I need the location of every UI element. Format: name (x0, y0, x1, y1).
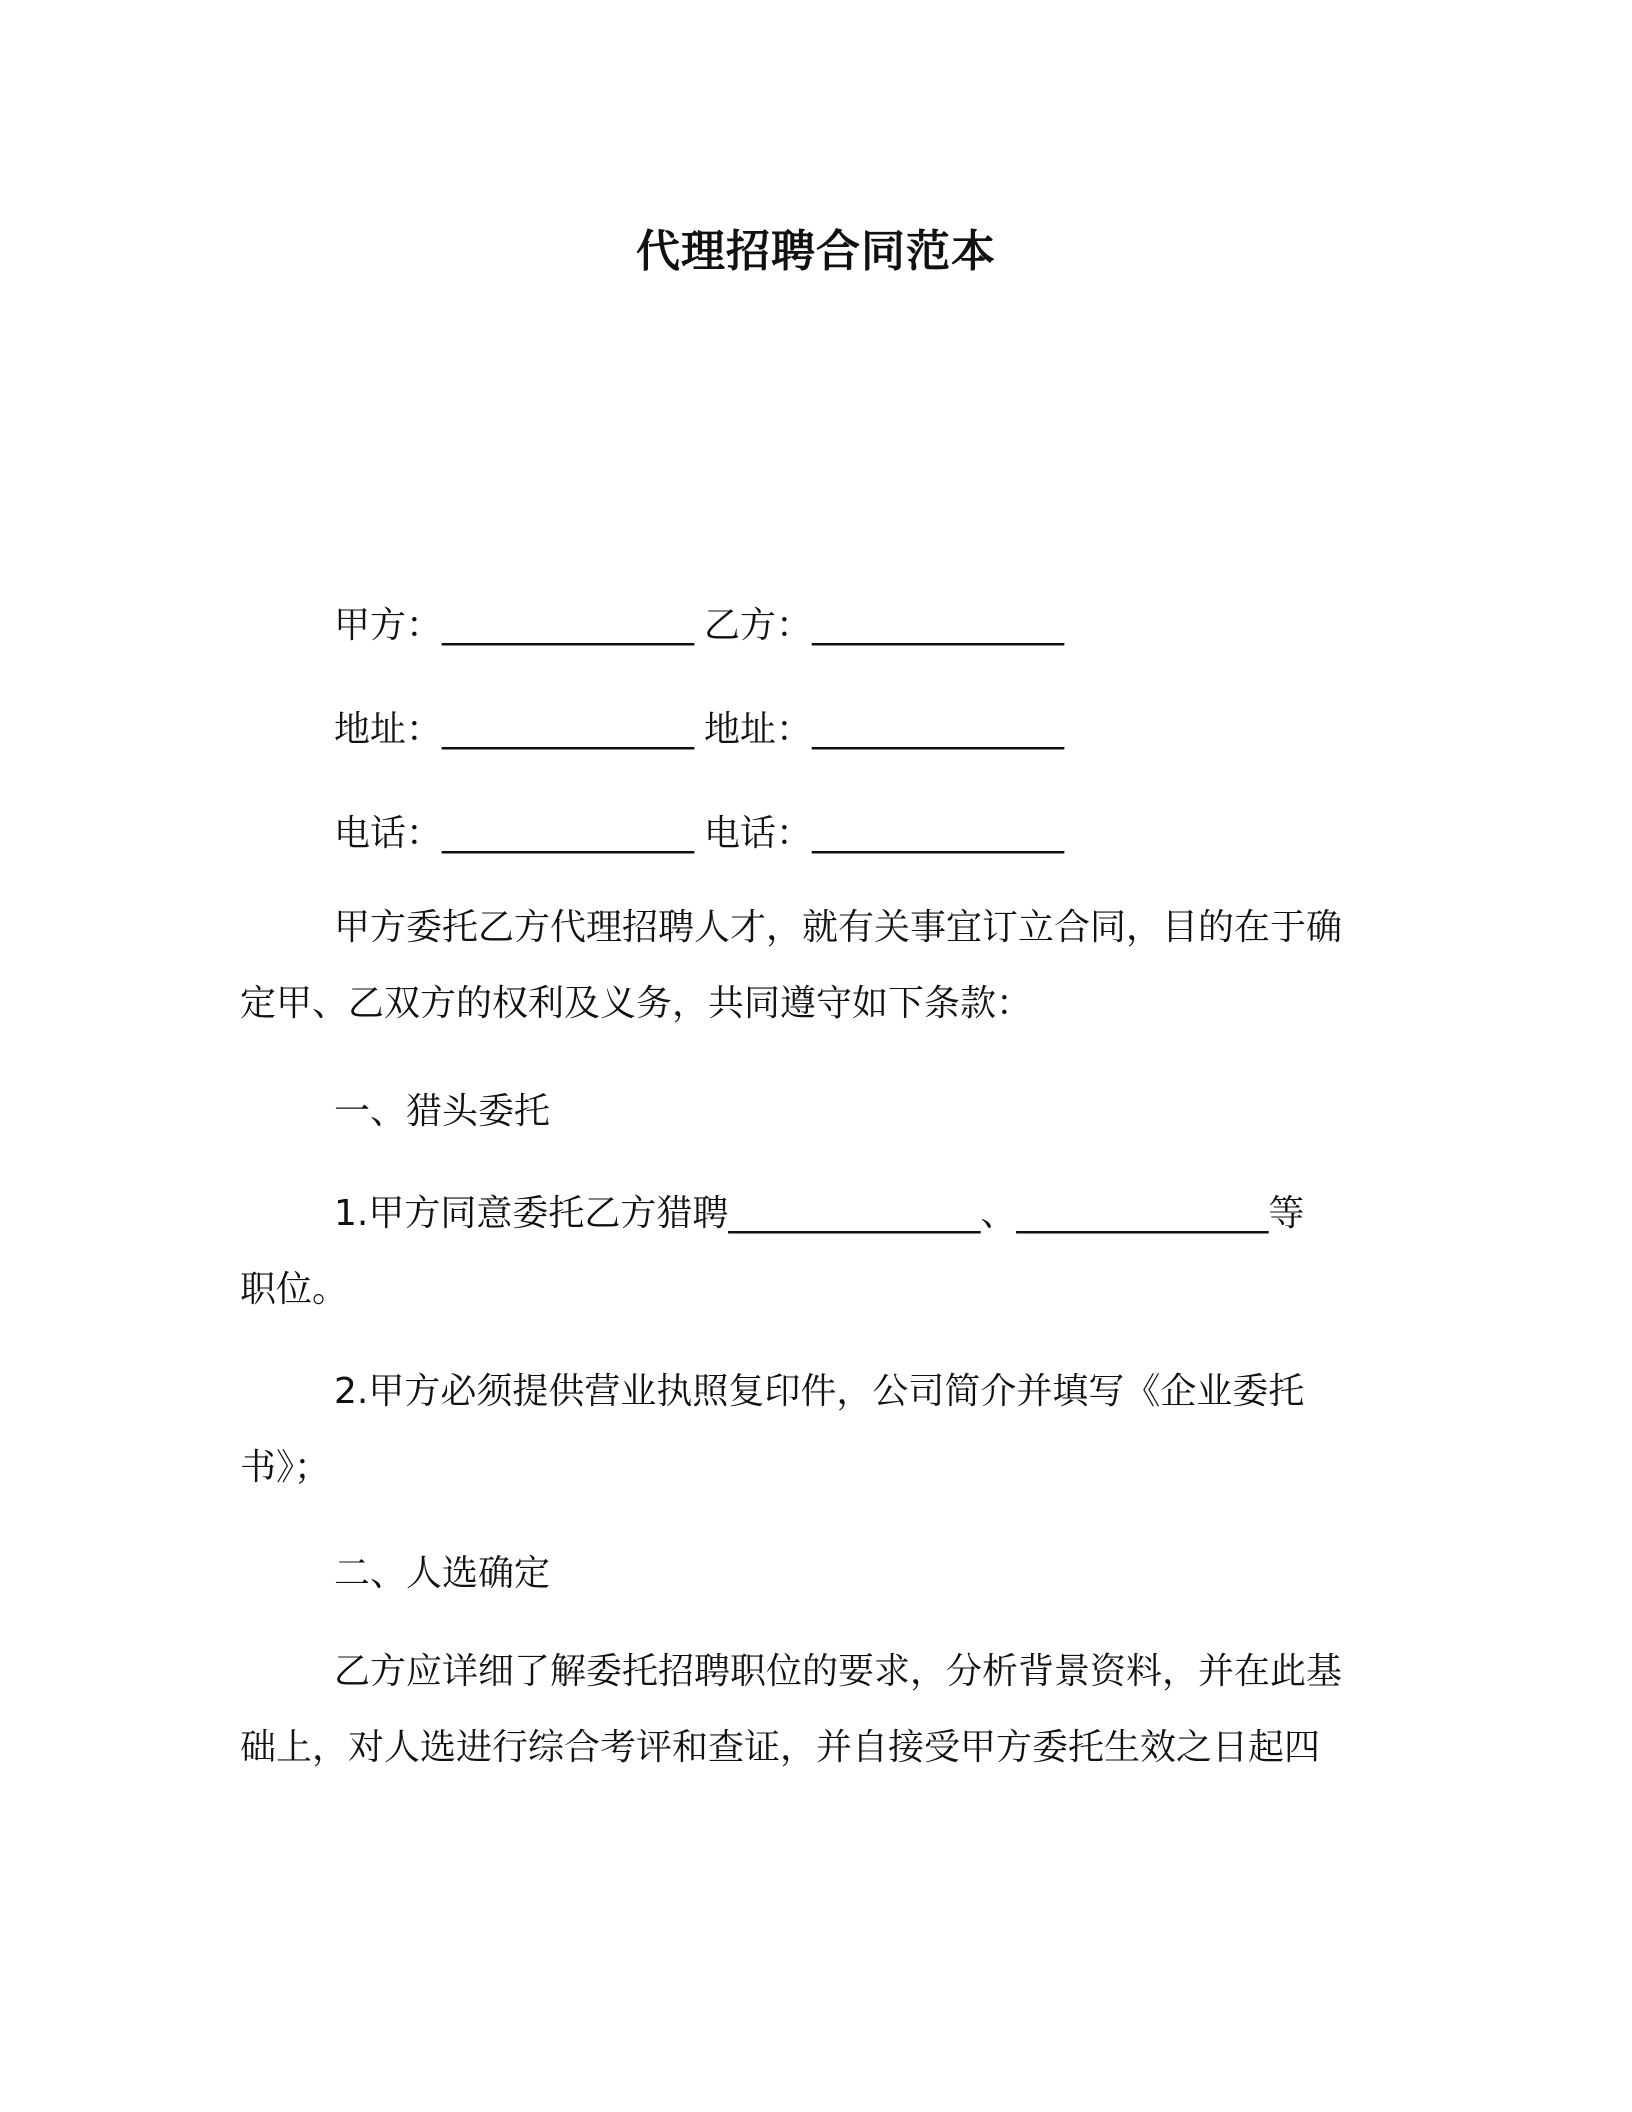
section-2-line-1: 乙方应详细了解委托招聘职位的要求，分析背景资料，并在此基 (334, 1651, 1343, 1692)
intro-line-2: 定甲、乙双方的权利及义务，共同遵守如下条款： (240, 983, 1033, 1024)
party-row-phone (334, 808, 1064, 860)
section-1-heading (240, 1086, 1400, 1138)
party-row-address (334, 704, 1064, 756)
section-2-line-2: 础上，对人选进行综合考评和查证，并自接受甲方委托生效之日起四 (240, 1727, 1321, 1768)
intro-paragraph (240, 902, 1400, 1030)
party-b-name-field: 乙方：______________ (704, 605, 1065, 646)
party-a-phone-field: 电话：______________ (334, 813, 695, 854)
section-2-paragraph (240, 1646, 1400, 1774)
section-1-item-1-line-2: 职位。 (240, 1269, 349, 1310)
document-title: 代理招聘合同范本 (636, 226, 996, 277)
section-1-item-2 (240, 1366, 1400, 1494)
party-b-phone-field: 电话：______________ (704, 813, 1065, 854)
section-1-item-2-line-2: 书》； (240, 1447, 331, 1488)
party-a-address-field: 地址：______________ (334, 709, 695, 750)
section-1-item-1 (240, 1188, 1400, 1316)
party-b-address-field: 地址：______________ (704, 709, 1065, 750)
section-1-heading-text: 一、猎头委托 (334, 1091, 551, 1132)
section-1-item-2-line-1: 2.甲方必须提供营业执照复印件，公司简介并填写《企业委托 (334, 1371, 1305, 1412)
party-row-name (334, 600, 1064, 652)
section-1-item-1-line-1: 1.甲方同意委托乙方猎聘______________、______________等 (334, 1193, 1305, 1234)
section-2-heading-text: 二、人选确定 (334, 1553, 551, 1594)
section-2-heading (240, 1548, 1400, 1600)
intro-line-1: 甲方委托乙方代理招聘人才，就有关事宜订立合同，目的在于确 (334, 907, 1343, 948)
party-a-name-field: 甲方：______________ (334, 605, 695, 646)
